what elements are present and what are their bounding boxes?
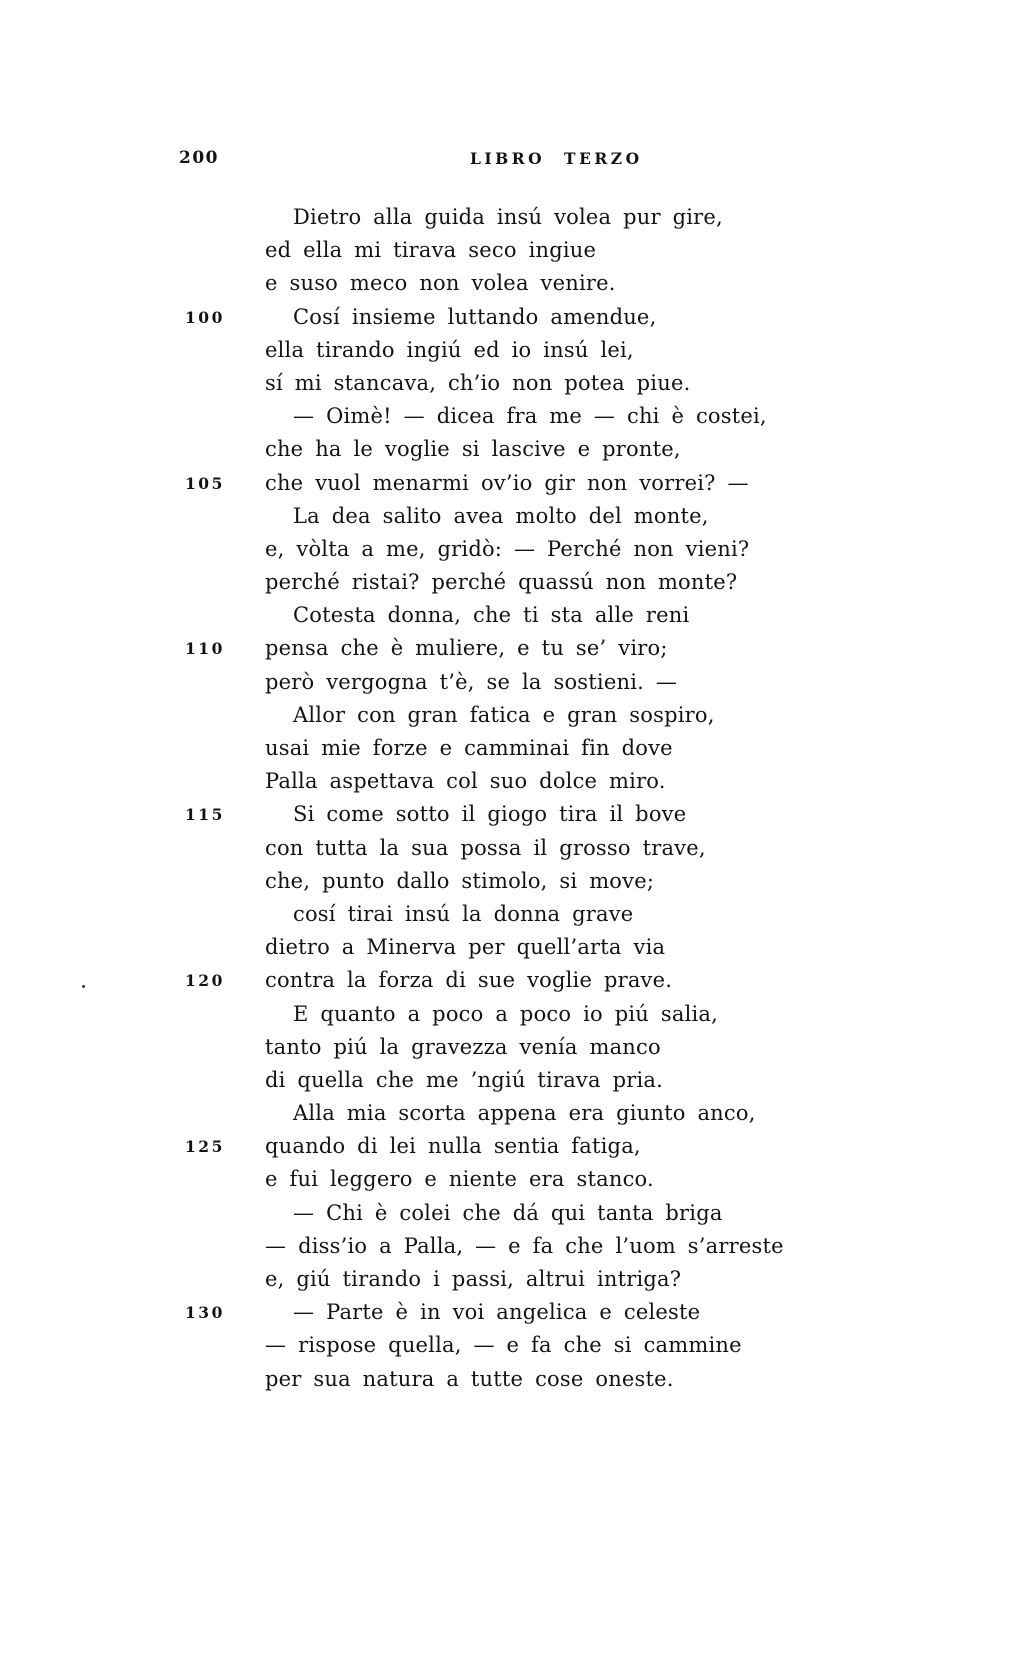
verse-line (0, 533, 1016, 566)
verse-text: sí mi stancava, ch’io non potea piue. (265, 370, 691, 395)
verse-text: Palla aspettava col suo dolce miro. (265, 769, 666, 794)
verse-line (0, 500, 1016, 533)
verse-line (0, 467, 1016, 500)
verse-text: con tutta la sua possa il grosso trave, (265, 835, 706, 860)
verse-text: — diss’io a Palla, — e fa che l’uom s’arreste (265, 1233, 784, 1258)
verse-text: Cosí insieme luttando amendue, (293, 304, 657, 329)
verse-text: però vergogna t’è, se la sostieni. — (265, 669, 678, 694)
verse-text: Dietro alla guida insú volea pur gire, (293, 205, 723, 229)
verse-line (0, 334, 1016, 367)
verse-line (0, 1130, 1016, 1163)
verse-text: per sua natura a tutte cose oneste. (265, 1366, 674, 1391)
verse-text: Allor con gran fatica e gran sospiro, (293, 702, 715, 727)
verse-line (0, 998, 1016, 1031)
verse-text: dietro a Minerva per quell’arta via (265, 935, 666, 960)
verse-text: ella tirando ingiú ed io insú lei, (265, 337, 634, 362)
line-number: 130 (185, 1303, 225, 1323)
verse-line (0, 666, 1016, 699)
verse-text: Cotesta donna, che ti sta alle reni (293, 603, 690, 628)
verse-line (0, 1031, 1016, 1064)
verse-text: La dea salito avea molto del monte, (293, 503, 709, 528)
verse-text: pensa che è muliere, e tu se’ viro; (265, 636, 668, 661)
verse-text: E quanto a poco a poco io piú salia, (293, 1001, 719, 1026)
verse-text: che vuol menarmi ov’io gir non vorrei? — (265, 470, 749, 495)
verse-line (0, 1296, 1016, 1329)
print-artifact-dot (82, 985, 85, 988)
verse-line (0, 201, 1016, 234)
verse-line (0, 1163, 1016, 1196)
verse-text: contra la forza di sue voglie prave. (265, 968, 673, 993)
verse-line (0, 400, 1016, 433)
verse-line (0, 599, 1016, 632)
line-number: 105 (185, 473, 225, 493)
verse-text: e fui leggero e niente era stanco. (265, 1167, 654, 1192)
verse-line (0, 367, 1016, 400)
line-number: 100 (185, 307, 225, 327)
verse-text: tanto piú la gravezza venía manco (265, 1034, 661, 1059)
verse-text: e, vòlta a me, gridò: — Perché non vieni? (265, 536, 750, 561)
verse-line (0, 832, 1016, 865)
verse-line (0, 1097, 1016, 1130)
verse-text: Alla mia scorta appena era giunto anco, (293, 1101, 756, 1126)
verse-text: usai mie forze e camminai fin dove (265, 736, 673, 760)
running-head (0, 148, 1016, 174)
verse-line (0, 1263, 1016, 1296)
verse-line (0, 798, 1016, 831)
page-number: 200 (179, 148, 219, 168)
verse-line (0, 566, 1016, 599)
verse-line (0, 964, 1016, 997)
verse-line (0, 699, 1016, 732)
verse-text: ed ella mi tirava seco ingiue (265, 238, 597, 263)
verse-text: Si come sotto il giogo tira il bove (293, 802, 687, 827)
verse-line (0, 732, 1016, 765)
verse-text: di quella che me ’ngiú tirava pria. (265, 1067, 663, 1092)
verse-text: — rispose quella, — e fa che si cammine (265, 1333, 742, 1358)
verse-line (0, 865, 1016, 898)
verse-text: che, punto dallo stimolo, si move; (265, 868, 655, 893)
line-number: 125 (185, 1137, 225, 1157)
verse-text: — Chi è colei che dá qui tanta briga (293, 1200, 723, 1225)
verse-line (0, 765, 1016, 798)
line-number: 115 (185, 805, 225, 825)
verse-line (0, 433, 1016, 466)
verse-text: che ha le voglie si lascive e pronte, (265, 437, 681, 462)
verse-line (0, 1329, 1016, 1362)
verse-line (0, 898, 1016, 931)
line-number: 110 (185, 639, 225, 659)
verse-text: quando di lei nulla sentia fatiga, (265, 1134, 641, 1159)
verse-line (0, 1197, 1016, 1230)
verse-line (0, 1064, 1016, 1097)
poem-block (0, 201, 1016, 1396)
verse-line (0, 301, 1016, 334)
verse-line (0, 1363, 1016, 1396)
verse-line (0, 234, 1016, 267)
verse-text: cosí tirai insú la donna grave (293, 901, 634, 926)
running-title: LIBRO TERZO (470, 149, 643, 168)
verse-line (0, 931, 1016, 964)
verse-line (0, 267, 1016, 300)
line-number: 120 (185, 971, 225, 991)
verse-text: — Oimè! — dicea fra me — chi è costei, (293, 404, 767, 429)
verse-text: e, giú tirando i passi, altrui intriga? (265, 1267, 682, 1291)
verse-line (0, 632, 1016, 665)
verse-line (0, 1230, 1016, 1263)
verse-text: — Parte è in voi angelica e celeste (293, 1300, 701, 1325)
verse-text: perché ristai? perché quassú non monte? (265, 570, 738, 595)
verse-text: e suso meco non volea venire. (265, 271, 616, 296)
